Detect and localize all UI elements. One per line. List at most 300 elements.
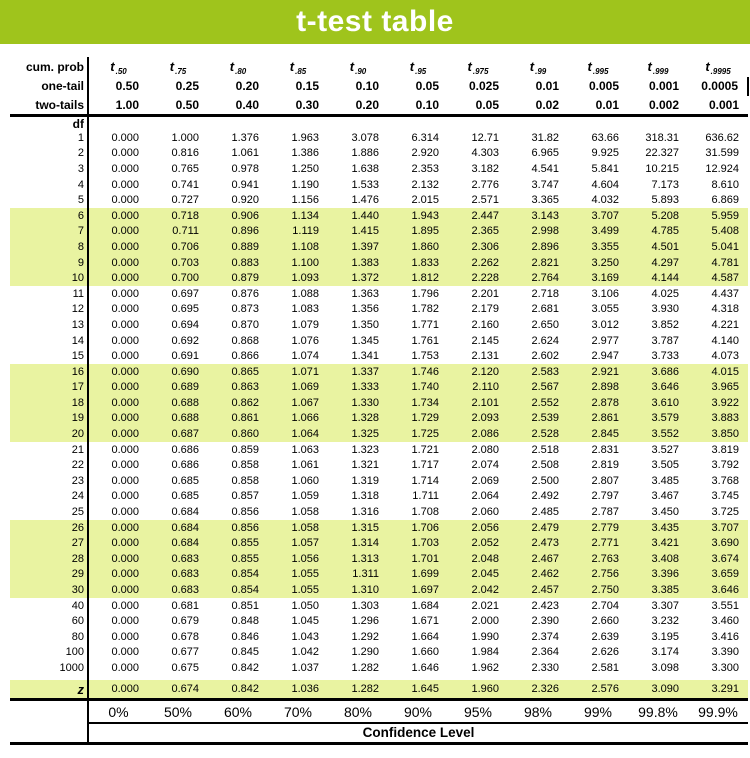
t-value-cell: 0.685 xyxy=(171,490,199,503)
t-value-cell: 1.069 xyxy=(268,380,328,396)
df-cell: 1000 xyxy=(10,661,88,677)
t-value-cell: 2.845 xyxy=(568,427,628,443)
t-value-cell: 0.741 xyxy=(171,178,199,191)
t-value-cell: 1.292 xyxy=(351,630,379,643)
confidence-percent-cell: 95% xyxy=(448,699,508,723)
t-value-cell: 1.323 xyxy=(351,443,379,456)
t-value-cell: 1.296 xyxy=(351,615,379,628)
table-row xyxy=(10,411,748,427)
confidence-percent-cell: 70% xyxy=(268,699,328,723)
confidence-percent-cell: 50% xyxy=(148,699,208,723)
t-value-cell: 3.450 xyxy=(651,506,679,519)
t-value-cell: 1.721 xyxy=(411,443,439,456)
confidence-percent-cell: 99.8% xyxy=(628,699,688,723)
t-value-cell: 3.745 xyxy=(711,490,739,503)
t-value-cell: 1.328 xyxy=(328,411,388,427)
t-value-cell: 2.056 xyxy=(448,520,508,536)
t-value-cell: 5.208 xyxy=(628,208,688,224)
table-row xyxy=(10,661,748,677)
t-value-cell: 2.567 xyxy=(508,380,568,396)
t-value-cell: 3.922 xyxy=(688,396,748,412)
t-value-cell: 0.679 xyxy=(171,615,199,628)
one-tail-value-cell: 0.05 xyxy=(415,79,439,94)
confidence-percent-row xyxy=(10,699,748,723)
t-value-cell: 3.182 xyxy=(471,162,499,175)
t-value-cell: 0.000 xyxy=(111,506,139,519)
t-value-cell: 2.779 xyxy=(568,520,628,536)
df-cell: 19 xyxy=(10,411,88,427)
t-value-cell: 2.602 xyxy=(531,350,559,363)
t-subscript: .999 xyxy=(652,66,669,76)
t-value-cell: 3.499 xyxy=(568,224,628,240)
t-value-cell: 3.012 xyxy=(591,318,619,331)
t-value-cell: 0.920 xyxy=(231,194,259,207)
t-value-cell: 0.868 xyxy=(231,334,259,347)
t-value-cell: 1.638 xyxy=(351,162,379,175)
t-value-cell: 5.893 xyxy=(651,194,679,207)
t-value-cell: 2.819 xyxy=(591,459,619,472)
t-value-cell: 2.473 xyxy=(508,536,568,552)
z-value-cell: 1.960 xyxy=(448,680,508,699)
t-value-cell: 0.879 xyxy=(208,271,268,287)
t-value-cell: 3.355 xyxy=(568,240,628,256)
t-value-cell: 2.374 xyxy=(531,630,559,643)
t-value-cell: 0.000 xyxy=(111,443,139,456)
df-cell: 20 xyxy=(10,427,88,443)
t-value-cell: 1.061 xyxy=(231,147,259,160)
t-value-cell: 0.816 xyxy=(171,147,199,160)
t-value-cell: 3.527 xyxy=(651,443,679,456)
t-value-cell: 1.333 xyxy=(328,380,388,396)
t-subscript: .85 xyxy=(295,66,307,76)
z-value-cell: 2.576 xyxy=(568,680,628,699)
t-value-cell: 0.941 xyxy=(231,178,259,191)
table-row xyxy=(10,583,748,599)
df-cell: 14 xyxy=(10,333,88,349)
t-quantile-header xyxy=(688,57,748,77)
t-test-table xyxy=(10,57,749,745)
df-cell: 13 xyxy=(10,318,88,334)
t-value-cell: 1.290 xyxy=(351,646,379,659)
t-value-cell: 2.093 xyxy=(448,411,508,427)
t-quantile-header xyxy=(568,57,628,77)
t-value-cell: 4.015 xyxy=(688,364,748,380)
confidence-percent-cell: 98% xyxy=(508,699,568,723)
t-value-cell: 3.300 xyxy=(711,661,739,674)
table-row xyxy=(10,224,748,240)
t-value-cell: 1.684 xyxy=(411,599,439,612)
t-value-cell: 4.297 xyxy=(628,255,688,271)
t-value-cell: 4.073 xyxy=(711,350,739,363)
t-value-cell: 4.781 xyxy=(688,255,748,271)
t-value-cell: 1.071 xyxy=(268,364,328,380)
t-value-cell: 0.000 xyxy=(111,490,139,503)
df-cell: 80 xyxy=(10,630,88,646)
t-value-cell: 2.552 xyxy=(508,396,568,412)
t-value-cell: 1.093 xyxy=(268,271,328,287)
t-value-cell: 1.055 xyxy=(268,583,328,599)
t-value-cell: 2.390 xyxy=(531,615,559,628)
t-value-cell: 1.646 xyxy=(411,661,439,674)
t-symbol: t xyxy=(289,58,295,74)
t-value-cell: 0.691 xyxy=(171,350,199,363)
one-tail-value-cell: 0.005 xyxy=(588,79,619,94)
t-value-cell: 1.363 xyxy=(351,287,379,300)
t-value-cell: 3.174 xyxy=(651,646,679,659)
t-value-cell: 1.740 xyxy=(388,380,448,396)
t-value-cell: 0.688 xyxy=(148,411,208,427)
t-value-cell: 0.858 xyxy=(231,459,259,472)
t-value-cell: 0.000 xyxy=(111,147,139,160)
t-value-cell: 3.686 xyxy=(628,364,688,380)
t-value-cell: 1.383 xyxy=(328,255,388,271)
z-value-cell: 2.326 xyxy=(508,680,568,699)
df-cell: 2 xyxy=(10,146,88,162)
t-value-cell: 0.000 xyxy=(111,646,139,659)
t-value-cell: 3.819 xyxy=(711,443,739,456)
table-row xyxy=(10,552,748,568)
two-tails-value-cell: 0.001 xyxy=(688,96,748,116)
t-value-cell: 1.056 xyxy=(268,552,328,568)
t-value-cell: 4.541 xyxy=(531,162,559,175)
t-value-cell: 1.415 xyxy=(328,224,388,240)
t-value-cell: 2.878 xyxy=(568,396,628,412)
t-value-cell: 2.447 xyxy=(448,208,508,224)
confidence-percent-cell: 60% xyxy=(208,699,268,723)
t-value-cell: 2.045 xyxy=(448,567,508,583)
t-value-cell: 1.963 xyxy=(291,131,319,144)
t-value-cell: 0.000 xyxy=(88,396,148,412)
one-tail-value-cell: 0.50 xyxy=(115,79,139,94)
t-value-cell: 2.763 xyxy=(568,552,628,568)
table-row xyxy=(10,458,748,474)
t-value-cell: 0.855 xyxy=(208,552,268,568)
page-title: t-test table xyxy=(296,5,454,38)
t-value-cell: 4.785 xyxy=(628,224,688,240)
t-symbol: t xyxy=(409,58,415,74)
t-value-cell: 2.977 xyxy=(591,334,619,347)
t-value-cell: 3.169 xyxy=(568,271,628,287)
t-value-cell: 0.677 xyxy=(171,646,199,659)
table-row xyxy=(10,598,748,614)
t-value-cell: 2.626 xyxy=(591,646,619,659)
t-value-cell: 1.886 xyxy=(351,147,379,160)
z-value-cell: 1.036 xyxy=(268,680,328,699)
t-value-cell: 1.345 xyxy=(351,334,379,347)
t-value-cell: 3.850 xyxy=(688,427,748,443)
t-symbol: t xyxy=(229,58,235,74)
t-value-cell: 9.925 xyxy=(591,147,619,160)
t-value-cell: 6.869 xyxy=(711,194,739,207)
confidence-label-row xyxy=(10,723,748,743)
t-value-cell: 2.423 xyxy=(531,599,559,612)
t-value-cell: 0.688 xyxy=(148,396,208,412)
t-value-cell: 2.160 xyxy=(471,318,499,331)
table-row xyxy=(10,442,748,458)
t-value-cell: 1.660 xyxy=(411,646,439,659)
df-cell: 9 xyxy=(10,255,88,271)
t-value-cell: 2.898 xyxy=(568,380,628,396)
t-value-cell: 0.687 xyxy=(148,427,208,443)
t-value-cell: 1.356 xyxy=(351,303,379,316)
t-value-cell: 0.000 xyxy=(111,459,139,472)
t-value-cell: 2.821 xyxy=(508,255,568,271)
t-value-cell: 2.086 xyxy=(448,427,508,443)
t-value-cell: 2.831 xyxy=(591,443,619,456)
df-label: df xyxy=(10,116,88,131)
t-value-cell: 2.896 xyxy=(508,240,568,256)
t-value-cell: 1.533 xyxy=(351,178,379,191)
t-value-cell: 0.000 xyxy=(88,380,148,396)
z-value-cell: 1.282 xyxy=(328,680,388,699)
table-row xyxy=(10,380,748,396)
t-value-cell: 2.750 xyxy=(568,583,628,599)
t-value-cell: 1.725 xyxy=(388,427,448,443)
t-value-cell: 4.025 xyxy=(651,287,679,300)
t-value-cell: 1.311 xyxy=(328,567,388,583)
t-value-cell: 2.021 xyxy=(471,599,499,612)
t-value-cell: 5.841 xyxy=(591,162,619,175)
t-value-cell: 0.906 xyxy=(208,208,268,224)
empty-cell xyxy=(448,116,508,131)
t-symbol: t xyxy=(529,58,535,74)
df-cell: 6 xyxy=(10,208,88,224)
t-value-cell: 1.734 xyxy=(388,396,448,412)
t-value-cell: 1.083 xyxy=(291,303,319,316)
t-value-cell: 1.066 xyxy=(268,411,328,427)
t-value-cell: 0.000 xyxy=(111,350,139,363)
t-value-cell: 0.000 xyxy=(111,318,139,331)
t-value-cell: 2.060 xyxy=(471,506,499,519)
z-row xyxy=(10,680,748,699)
table-row xyxy=(10,536,748,552)
empty-cell xyxy=(208,116,268,131)
t-value-cell: 2.353 xyxy=(411,162,439,175)
two-tails-value-cell: 0.002 xyxy=(628,96,688,116)
t-value-cell: 0.856 xyxy=(231,506,259,519)
t-value-cell: 3.106 xyxy=(591,287,619,300)
t-value-cell: 4.221 xyxy=(711,318,739,331)
t-value-cell: 0.695 xyxy=(171,303,199,316)
t-value-cell: 1.796 xyxy=(411,287,439,300)
t-value-cell: 3.307 xyxy=(651,599,679,612)
t-value-cell: 3.460 xyxy=(711,615,739,628)
t-value-cell: 2.624 xyxy=(531,334,559,347)
df-cell: 16 xyxy=(10,364,88,380)
table-row xyxy=(10,333,748,349)
t-value-cell: 1.042 xyxy=(291,646,319,659)
t-value-cell: 2.639 xyxy=(591,630,619,643)
t-subscript: .99 xyxy=(535,66,547,76)
df-cell: 26 xyxy=(10,520,88,536)
t-value-cell: 4.587 xyxy=(688,271,748,287)
df-cell: 1 xyxy=(10,131,88,147)
t-value-cell: 1.376 xyxy=(231,131,259,144)
t-value-cell: 1.782 xyxy=(411,303,439,316)
t-value-cell: 3.690 xyxy=(688,536,748,552)
empty-cell xyxy=(568,116,628,131)
t-value-cell: 0.000 xyxy=(88,520,148,536)
df-cell: 100 xyxy=(10,645,88,661)
t-value-cell: 1.119 xyxy=(268,224,328,240)
t-quantile-header xyxy=(448,57,508,77)
table-row xyxy=(10,318,748,334)
table-row xyxy=(10,396,748,412)
two-tails-value-cell: 0.01 xyxy=(568,96,628,116)
t-value-cell: 0.684 xyxy=(148,536,208,552)
t-value-cell: 3.725 xyxy=(711,506,739,519)
t-value-cell: 1.711 xyxy=(412,490,439,503)
t-value-cell: 2.681 xyxy=(531,303,559,316)
t-value-cell: 1.714 xyxy=(411,474,439,487)
table-row xyxy=(10,349,748,365)
t-quantile-header xyxy=(328,57,388,77)
z-value-cell: 1.645 xyxy=(388,680,448,699)
t-value-cell: 3.674 xyxy=(688,552,748,568)
t-value-cell: 0.692 xyxy=(171,334,199,347)
t-value-cell: 1.100 xyxy=(268,255,328,271)
t-symbol: t xyxy=(349,58,355,74)
t-value-cell: 0.000 xyxy=(111,334,139,347)
t-value-cell: 1.729 xyxy=(388,411,448,427)
t-value-cell: 2.364 xyxy=(531,646,559,659)
t-value-cell: 0.870 xyxy=(231,318,259,331)
t-value-cell: 2.718 xyxy=(531,287,559,300)
t-value-cell: 0.851 xyxy=(231,599,259,612)
t-value-cell: 1.074 xyxy=(291,350,319,363)
t-value-cell: 0.685 xyxy=(171,474,199,487)
t-subscript: .975 xyxy=(472,66,489,76)
df-cell: 12 xyxy=(10,302,88,318)
t-value-cell: 1.664 xyxy=(411,630,439,643)
t-value-cell: 2.998 xyxy=(508,224,568,240)
confidence-percent-cell: 90% xyxy=(388,699,448,723)
table-row xyxy=(10,567,748,583)
t-value-cell: 1.895 xyxy=(388,224,448,240)
t-value-cell: 2.201 xyxy=(471,287,499,300)
t-value-cell: 1.860 xyxy=(388,240,448,256)
t-value-cell: 1.303 xyxy=(351,599,379,612)
t-value-cell: 3.610 xyxy=(628,396,688,412)
t-value-cell: 1.706 xyxy=(388,520,448,536)
table-row xyxy=(10,302,748,318)
t-value-cell: 1.943 xyxy=(388,208,448,224)
t-value-cell: 1.990 xyxy=(471,630,499,643)
t-value-cell: 8.610 xyxy=(711,178,739,191)
t-value-cell: 1.058 xyxy=(268,520,328,536)
t-value-cell: 3.143 xyxy=(508,208,568,224)
t-value-cell: 2.462 xyxy=(508,567,568,583)
t-value-cell: 2.101 xyxy=(448,396,508,412)
t-value-cell: 1.476 xyxy=(351,194,379,207)
empty-cell xyxy=(328,116,388,131)
t-value-cell: 3.416 xyxy=(711,630,739,643)
t-value-cell: 1.372 xyxy=(328,271,388,287)
t-value-cell: 1.962 xyxy=(471,661,499,674)
empty-cell xyxy=(148,116,208,131)
t-value-cell: 0.675 xyxy=(171,661,199,674)
t-symbol: t xyxy=(169,58,175,74)
table-row xyxy=(10,240,748,256)
df-cell: 3 xyxy=(10,162,88,178)
table-row xyxy=(10,177,748,193)
header-row-cum-prob xyxy=(10,57,748,77)
t-value-cell: 2.120 xyxy=(448,364,508,380)
t-value-cell: 0.678 xyxy=(171,630,199,643)
t-value-cell: 1.190 xyxy=(291,178,319,191)
t-value-cell: 2.756 xyxy=(568,567,628,583)
confidence-percent-cell: 99.9% xyxy=(688,699,748,723)
t-value-cell: 0.690 xyxy=(148,364,208,380)
df-cell: 10 xyxy=(10,271,88,287)
t-value-cell: 0.000 xyxy=(88,583,148,599)
t-value-cell: 0.854 xyxy=(208,583,268,599)
t-value-cell: 2.581 xyxy=(591,661,619,674)
t-value-cell: 31.82 xyxy=(531,131,559,144)
df-cell: 15 xyxy=(10,349,88,365)
t-value-cell: 2.042 xyxy=(448,583,508,599)
t-value-cell: 2.921 xyxy=(568,364,628,380)
t-quantile-header xyxy=(388,57,448,77)
t-value-cell: 1.316 xyxy=(351,506,379,519)
t-value-cell: 1.701 xyxy=(388,552,448,568)
empty-cell xyxy=(688,116,748,131)
t-value-cell: 2.074 xyxy=(471,459,499,472)
t-value-cell: 63.66 xyxy=(591,131,619,144)
t-value-cell: 0.000 xyxy=(88,255,148,271)
t-value-cell: 3.552 xyxy=(628,427,688,443)
t-value-cell: 0.684 xyxy=(148,520,208,536)
t-value-cell: 2.479 xyxy=(508,520,568,536)
t-value-cell: 2.069 xyxy=(471,474,499,487)
t-value-cell: 3.551 xyxy=(711,599,739,612)
t-symbol: t xyxy=(110,58,115,74)
t-value-cell: 1.699 xyxy=(388,567,448,583)
t-value-cell: 12.71 xyxy=(471,131,499,144)
t-value-cell: 0.000 xyxy=(111,615,139,628)
table-row xyxy=(10,271,748,287)
t-value-cell: 0.000 xyxy=(111,194,139,207)
t-value-cell: 2.539 xyxy=(508,411,568,427)
t-value-cell: 31.599 xyxy=(705,147,739,160)
t-value-cell: 2.262 xyxy=(448,255,508,271)
table-row xyxy=(10,208,748,224)
t-value-cell: 0.765 xyxy=(171,162,199,175)
t-value-cell: 2.807 xyxy=(591,474,619,487)
t-value-cell: 0.000 xyxy=(111,178,139,191)
t-value-cell: 3.078 xyxy=(351,131,379,144)
t-value-cell: 0.000 xyxy=(111,599,139,612)
t-value-cell: 6.965 xyxy=(531,147,559,160)
t-value-cell: 1.708 xyxy=(411,506,439,519)
t-value-cell: 2.080 xyxy=(471,443,499,456)
t-value-cell: 1.833 xyxy=(388,255,448,271)
t-value-cell: 0.876 xyxy=(231,287,259,300)
t-value-cell: 0.000 xyxy=(88,567,148,583)
t-value-cell: 1.076 xyxy=(291,334,319,347)
t-value-cell: 0.854 xyxy=(208,567,268,583)
t-value-cell: 2.787 xyxy=(591,506,619,519)
t-value-cell: 2.179 xyxy=(471,303,499,316)
t-value-cell: 1.058 xyxy=(291,506,319,519)
table-row xyxy=(10,630,748,646)
t-value-cell: 2.000 xyxy=(471,615,499,628)
t-value-cell: 1.055 xyxy=(268,567,328,583)
t-subscript: .9995 xyxy=(710,66,731,76)
t-value-cell: 1.156 xyxy=(291,194,319,207)
table-row xyxy=(10,193,748,209)
t-value-cell: 1.440 xyxy=(328,208,388,224)
